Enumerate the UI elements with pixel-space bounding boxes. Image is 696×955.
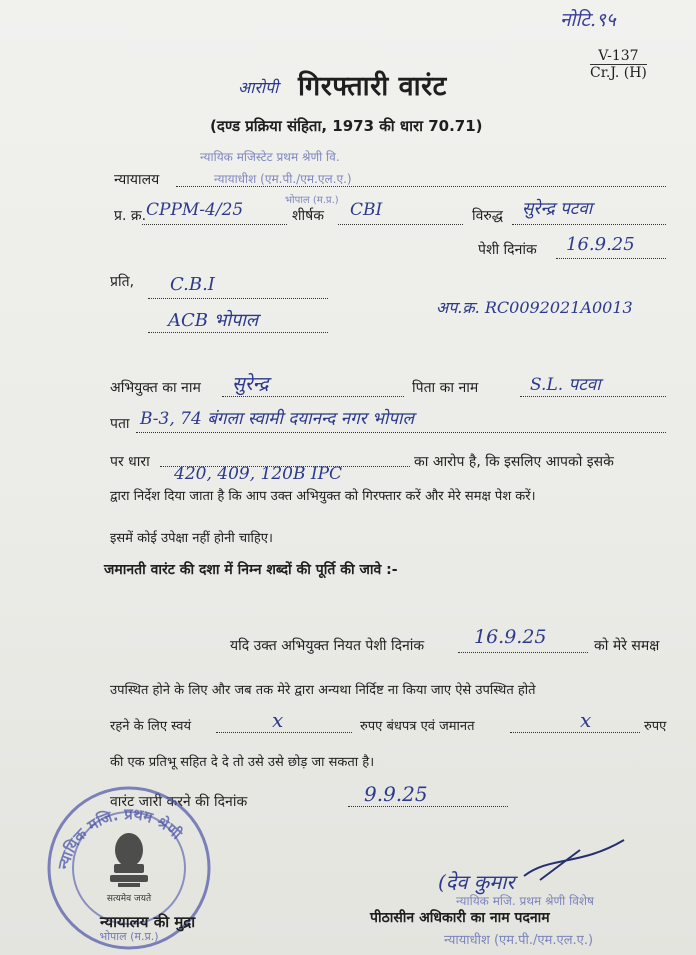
hearing-date-line xyxy=(556,258,666,259)
seal-ring-text: न्यायिक मजि. प्रथम श्रेणी xyxy=(54,805,186,871)
case-heading-value: CBI xyxy=(350,200,383,220)
bail-line2: उपस्थित होने के लिए और जब तक मेरे द्वारा अन्यथा निर्दिष्ट ना किया जाए ऐसे उपस्थित होते xyxy=(110,683,536,698)
section-label: पर धारा xyxy=(110,454,150,470)
surety-line xyxy=(510,732,640,733)
seal-emblem-caption: सत्यमेव जयते xyxy=(106,894,152,904)
form-code-line2: Cr.J. (H) xyxy=(590,65,647,81)
court-stamp-line1: न्यायिक मजिस्टेट प्रथम श्रेणी वि. xyxy=(200,150,340,164)
corner-note: नोटि.९५ xyxy=(560,9,616,31)
bail-line3-mid: रुपए बंधपत्र एवं जमानत xyxy=(360,719,475,734)
direction-text: द्वारा निर्देश दिया जाता है कि आप उक्त अभियुक्त को गिरफ्तार करें और मेरे समक्ष पेश करें। xyxy=(110,489,536,504)
accused-name-value: सुरेन्द्र xyxy=(232,373,269,395)
bail-line4: की एक प्रतिभू सहित दे दे तो उसे उसे छोड़ जा सकता है। xyxy=(110,755,375,770)
no-negligence-text: इसमें कोई उपेक्षा नहीं होनी चाहिए। xyxy=(110,531,273,546)
signature-stamp-line1: न्यायिक मजि. प्रथम श्रेणी विशेष xyxy=(456,894,594,908)
to-line1: C.B.I xyxy=(170,274,215,295)
to-label: प्रति, xyxy=(110,274,135,290)
issue-date-line xyxy=(348,806,508,807)
bail-line1-suffix: को मेरे समक्ष xyxy=(594,638,660,654)
address-value: B-3, 74 बंगला स्वामी दयानन्द नगर भोपाल xyxy=(140,409,414,429)
accused-name-line xyxy=(222,396,404,397)
father-name-value: S.L. पटवा xyxy=(530,375,601,395)
address-label: पता xyxy=(110,416,130,432)
signature-mark xyxy=(520,836,630,886)
form-code xyxy=(590,48,647,81)
case-no-line xyxy=(142,224,287,225)
case-heading-line xyxy=(338,224,463,225)
case-heading-label: शीर्षक xyxy=(292,208,324,224)
national-emblem-icon xyxy=(110,833,148,887)
court-label: न्यायालय xyxy=(114,172,160,188)
father-name-line xyxy=(520,396,666,397)
section-value: 420, 409, 120B IPC xyxy=(174,464,343,484)
bail-line3-suffix: रुपए xyxy=(644,719,667,734)
accused-name-label: अभियुक्त का नाम xyxy=(110,380,201,396)
address-line xyxy=(136,432,666,433)
bail-line1-prefix: यदि उक्त अभियुक्त नियत पेशी दिनांक xyxy=(230,638,425,654)
bail-hearing-date-line xyxy=(458,652,588,653)
court-seal-label: न्यायालय की मुद्रा xyxy=(100,913,196,931)
court-stamp-line3: भोपाल (म.प्र.) xyxy=(285,195,339,206)
form-code-line1: V-137 xyxy=(598,48,639,64)
seal-bottom-text: भोपाल (म.प्र.) xyxy=(99,930,159,943)
versus-line xyxy=(512,224,666,225)
title-handwritten-prefix: आरोपी xyxy=(238,78,279,97)
bail-hearing-date: 16.9.25 xyxy=(474,626,547,648)
bailable-heading: जमानती वारंट की दशा में निम्न शब्दों की पूर्ति की जावे :- xyxy=(104,562,398,578)
to-line2: ACB भोपाल xyxy=(168,310,259,331)
signatory-name: (देव कुमार xyxy=(438,870,515,894)
case-no-value: CPPM-4/25 xyxy=(146,200,244,220)
court-stamp-line2: न्यायाधीश (एम.पी./एम.एल.ए.) xyxy=(214,172,352,186)
issue-date-value: 9.9.25 xyxy=(364,782,428,806)
case-no-label: प्र. क्र. xyxy=(114,208,147,224)
to-line1-rule xyxy=(148,298,328,299)
surety-amount: x xyxy=(580,708,592,732)
presiding-officer-label: पीठासीन अधिकारी का नाम पदनाम xyxy=(370,910,550,926)
self-bond-amount: x xyxy=(272,708,284,732)
versus-value: सुरेन्द्र पटवा xyxy=(522,199,593,219)
bail-line3-prefix: रहने के लिए स्वयं xyxy=(110,719,192,734)
to-line2-rule xyxy=(148,332,328,333)
versus-label: विरुद्ध xyxy=(472,208,503,224)
hearing-date-value: 16.9.25 xyxy=(566,234,635,255)
page-title: गिरफ्तारी वारंट xyxy=(298,71,447,102)
issue-date-label: वारंट जारी करने की दिनांक xyxy=(110,794,248,810)
signature-stamp-line2: न्यायाधीश (एम.पी./एम.एल.ए.) xyxy=(444,933,594,948)
page-subtitle: (दण्ड प्रक्रिया संहिता, 1973 की धारा 70.71) xyxy=(210,117,483,135)
self-bond-line xyxy=(216,732,352,733)
reference-number: अप.क्र. RC0092021A0013 xyxy=(436,298,633,317)
hearing-date-label: पेशी दिनांक xyxy=(478,242,537,258)
charge-text: का आरोप है, कि इसलिए आपको इसके xyxy=(414,454,614,470)
father-name-label: पिता का नाम xyxy=(412,380,479,396)
